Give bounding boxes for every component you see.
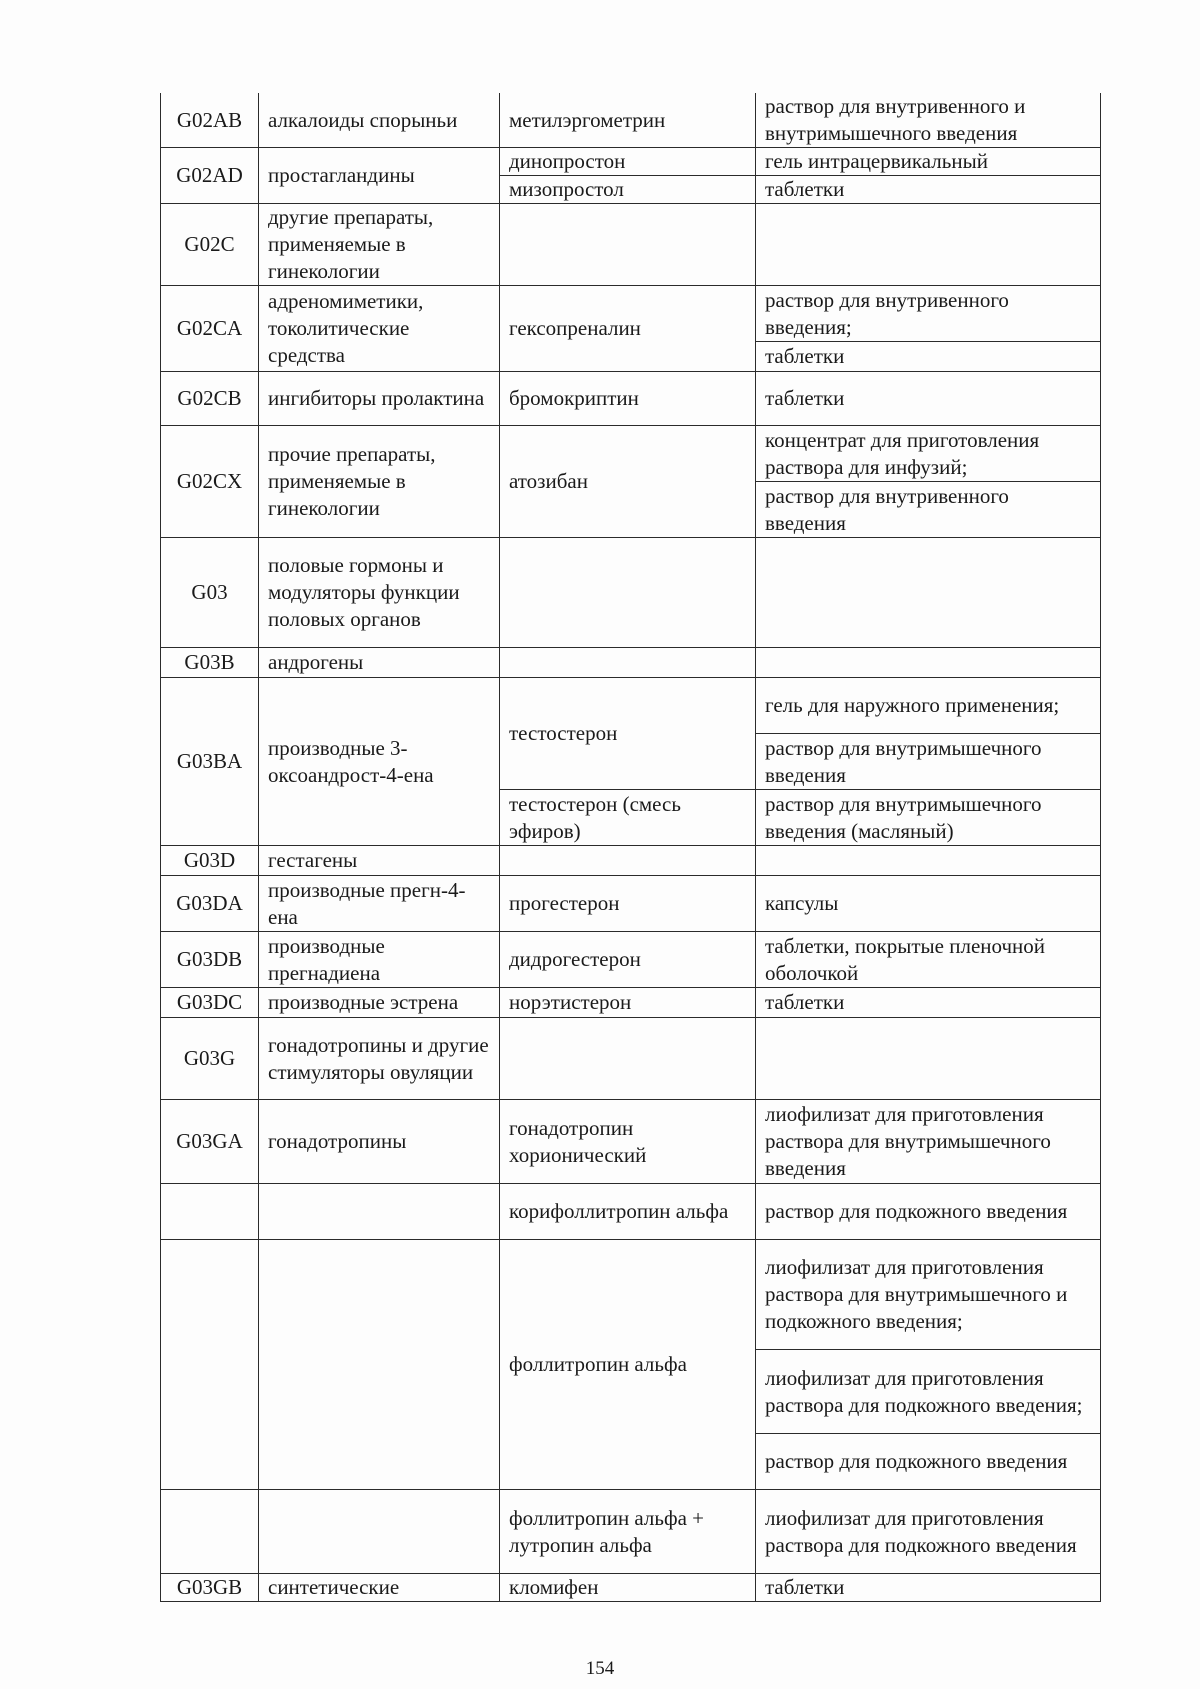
drug-name: бромокриптин <box>500 372 756 426</box>
dosage-form: лиофилизат для приготовления раствора для внутримышечного введения <box>756 1100 1101 1184</box>
drug-name: гонадотропин хорионический <box>500 1100 756 1184</box>
atc-code: G02CX <box>161 426 259 538</box>
dosage-form: раствор для внутримышечного введения (масляный) <box>756 790 1101 846</box>
atc-code: G02C <box>161 204 259 286</box>
table-row <box>161 1490 1101 1574</box>
drug-name: тестостерон (смесь эфиров) <box>500 790 756 846</box>
table-row <box>161 1574 1101 1602</box>
group-name: синтетические <box>259 1574 500 1602</box>
dosage-form: таблетки, покрытые пленочной оболочкой <box>756 932 1101 988</box>
drug-name: фоллитропин альфа + лутропин альфа <box>500 1490 756 1574</box>
group-name: андрогены <box>259 648 500 678</box>
group-name: алкалоиды спорыньи <box>259 93 500 148</box>
group-name: производные 3-оксоандрост-4-ена <box>259 678 500 846</box>
table-row <box>161 286 1101 342</box>
dosage-form: гель для наружного применения; <box>756 678 1101 734</box>
group-name: прочие препараты, применяемые в гинекологии <box>259 426 500 538</box>
dosage-form: раствор для подкожного введения <box>756 1434 1101 1490</box>
group-name: производные эстрена <box>259 988 500 1018</box>
group-name <box>259 1490 500 1574</box>
group-name: производные прегн-4-ена <box>259 876 500 932</box>
table-row <box>161 204 1101 286</box>
drug-name <box>500 1018 756 1100</box>
table-row <box>161 372 1101 426</box>
table-row <box>161 1100 1101 1184</box>
dosage-form: капсулы <box>756 876 1101 932</box>
atc-code: G02CA <box>161 286 259 372</box>
dosage-form <box>756 648 1101 678</box>
table-row <box>161 148 1101 176</box>
dosage-form <box>756 204 1101 286</box>
table-row <box>161 1240 1101 1350</box>
atc-code: G03DC <box>161 988 259 1018</box>
atc-code: G03D <box>161 846 259 876</box>
group-name: ингибиторы пролактина <box>259 372 500 426</box>
atc-code: G02AD <box>161 148 259 204</box>
dosage-form: раствор для внутримышечного введения <box>756 734 1101 790</box>
group-name: гонадотропины и другие стимуляторы овуляции <box>259 1018 500 1100</box>
atc-code: G03B <box>161 648 259 678</box>
atc-code <box>161 1240 259 1490</box>
dosage-form: раствор для внутривенного введения; <box>756 286 1101 342</box>
group-name <box>259 1240 500 1490</box>
drug-name: кломифен <box>500 1574 756 1602</box>
dosage-form: концентрат для приготовления раствора для инфузий; <box>756 426 1101 482</box>
atc-code: G02CB <box>161 372 259 426</box>
dosage-form: раствор для внутривенного и внутримышечного введения <box>756 93 1101 148</box>
dosage-form <box>756 846 1101 876</box>
atc-code: G03 <box>161 538 259 648</box>
group-name: половые гормоны и модуляторы функции половых органов <box>259 538 500 648</box>
drug-name: динопростон <box>500 148 756 176</box>
dosage-form: таблетки <box>756 372 1101 426</box>
table-row <box>161 876 1101 932</box>
table-row <box>161 648 1101 678</box>
group-name: адреномиметики, токолитические средства <box>259 286 500 372</box>
table-row <box>161 678 1101 734</box>
dosage-form: лиофилизат для приготовления раствора для внутримышечного и подкожного введения; <box>756 1240 1101 1350</box>
atc-code: G03DB <box>161 932 259 988</box>
drug-name: норэтистерон <box>500 988 756 1018</box>
table-row <box>161 426 1101 482</box>
drug-name: гексопреналин <box>500 286 756 372</box>
table-row <box>161 1184 1101 1240</box>
dosage-form: гель интрацервикальный <box>756 148 1101 176</box>
dosage-form: таблетки <box>756 988 1101 1018</box>
table-row <box>161 988 1101 1018</box>
dosage-form <box>756 1018 1101 1100</box>
dosage-form: таблетки <box>756 1574 1101 1602</box>
page-number: 154 <box>585 1658 615 1679</box>
drug-name: тестостерон <box>500 678 756 790</box>
table-row <box>161 93 1101 148</box>
drug-name <box>500 846 756 876</box>
group-name: производные прегнадиена <box>259 932 500 988</box>
table-row <box>161 1018 1101 1100</box>
drug-table <box>160 93 1101 1602</box>
group-name: гонадотропины <box>259 1100 500 1184</box>
table-row <box>161 932 1101 988</box>
drug-name: дидрогестерон <box>500 932 756 988</box>
atc-code: G03GB <box>161 1574 259 1602</box>
group-name <box>259 1184 500 1240</box>
dosage-form <box>756 538 1101 648</box>
table-row <box>161 538 1101 648</box>
dosage-form: раствор для подкожного введения <box>756 1184 1101 1240</box>
drug-name <box>500 648 756 678</box>
dosage-form: таблетки <box>756 342 1101 372</box>
dosage-form: лиофилизат для приготовления раствора для подкожного введения; <box>756 1350 1101 1434</box>
atc-code <box>161 1490 259 1574</box>
dosage-form: таблетки <box>756 176 1101 204</box>
drug-name: мизопростол <box>500 176 756 204</box>
atc-code: G02AB <box>161 93 259 148</box>
atc-code: G03G <box>161 1018 259 1100</box>
dosage-form: раствор для внутривенного введения <box>756 482 1101 538</box>
drug-name: прогестерон <box>500 876 756 932</box>
group-name: гестагены <box>259 846 500 876</box>
drug-name: атозибан <box>500 426 756 538</box>
atc-code <box>161 1184 259 1240</box>
group-name: другие препараты, применяемые в гинекологии <box>259 204 500 286</box>
drug-name <box>500 204 756 286</box>
drug-name: метилэргометрин <box>500 93 756 148</box>
drug-name: фоллитропин альфа <box>500 1240 756 1490</box>
group-name: простагландины <box>259 148 500 204</box>
drug-name <box>500 538 756 648</box>
atc-code: G03BA <box>161 678 259 846</box>
atc-code: G03GA <box>161 1100 259 1184</box>
drug-name: корифоллитропин альфа <box>500 1184 756 1240</box>
table-row <box>161 846 1101 876</box>
atc-code: G03DA <box>161 876 259 932</box>
dosage-form: лиофилизат для приготовления раствора для подкожного введения <box>756 1490 1101 1574</box>
